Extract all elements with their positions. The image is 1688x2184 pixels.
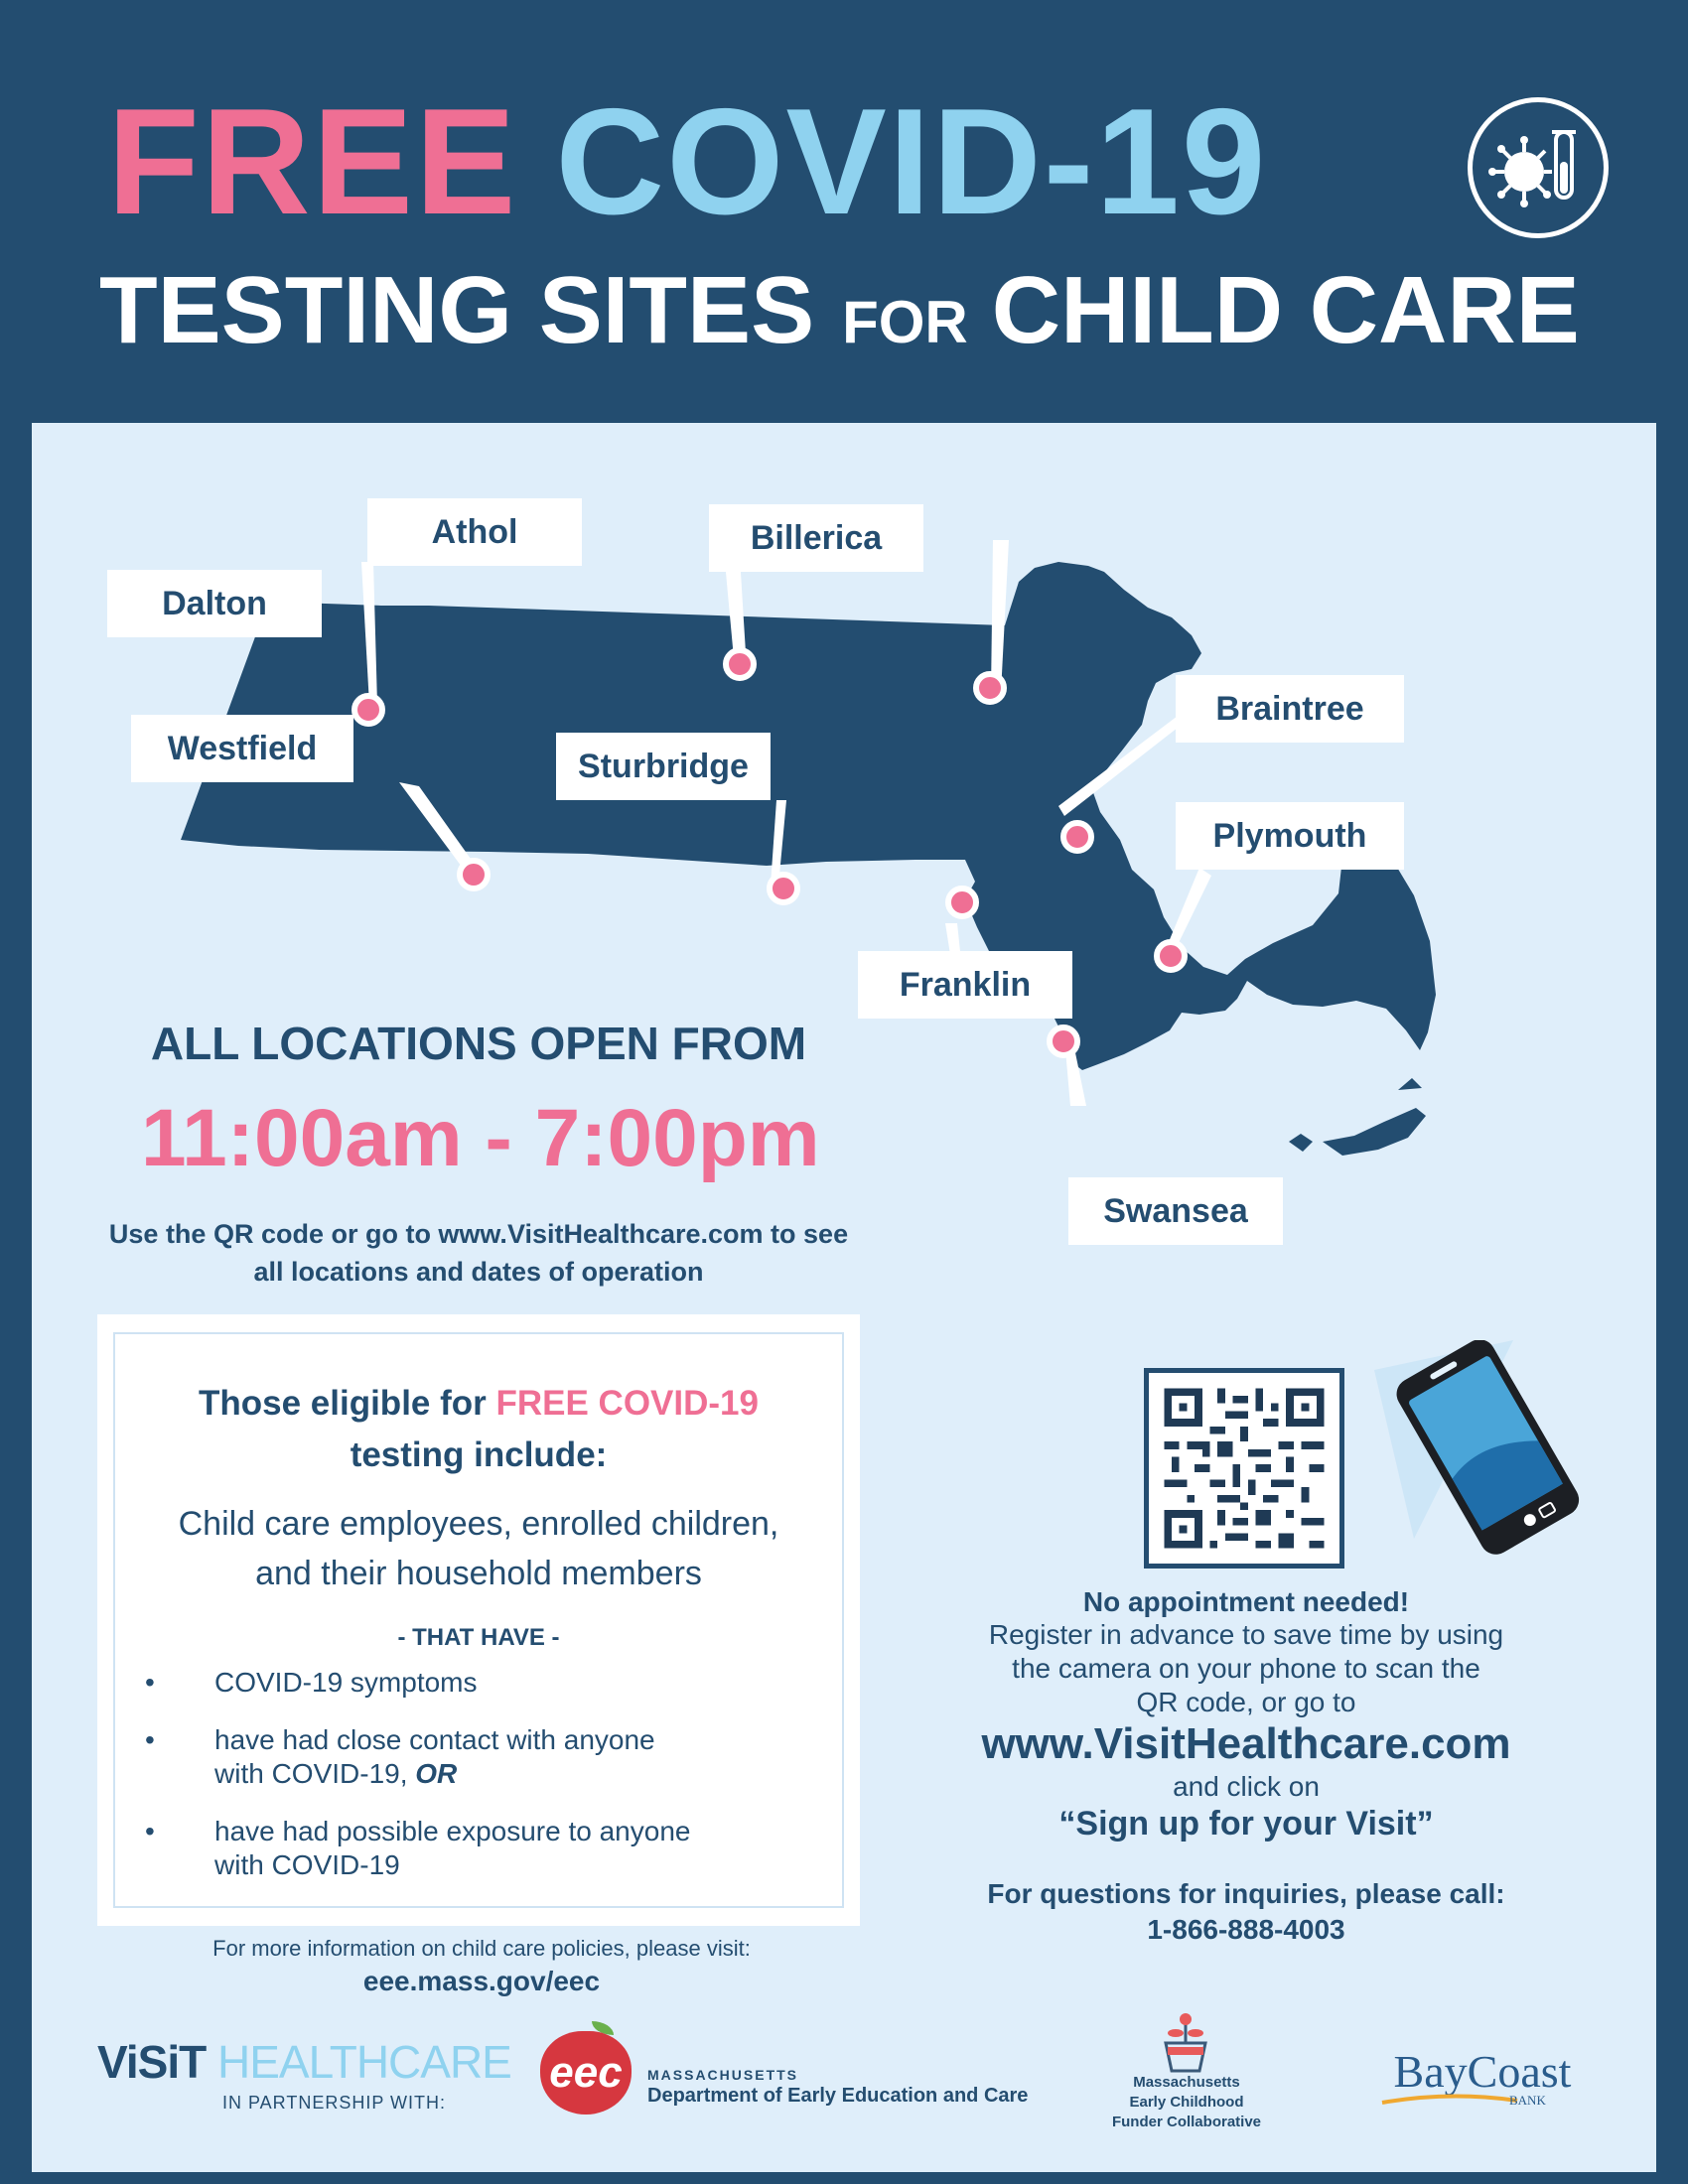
baycoast-bank-text: BANK <box>1509 2093 1546 2108</box>
location-label-swansea: Swansea <box>1068 1177 1283 1245</box>
bullet-dot: • <box>145 1667 155 1698</box>
eligibility-box <box>97 1314 860 1926</box>
eligibility-who <box>135 1499 822 1598</box>
signup-link-text: “Sign up for your Visit” <box>1058 1805 1434 1843</box>
eec-link[interactable]: eee.mass.gov/eec <box>362 1966 601 1996</box>
baycoast-logo: BayCoast <box>1393 2046 1572 2097</box>
location-pin-franklin[interactable] <box>945 886 979 919</box>
location-label-braintree: Braintree <box>1176 675 1404 743</box>
headline-line2 <box>99 256 1580 365</box>
location-label-sturbridge: Sturbridge <box>556 733 771 800</box>
smartphone-icon <box>1374 1340 1593 1559</box>
no-appointment-text: No appointment needed! <box>1082 1586 1410 1617</box>
location-label-billerica: Billerica <box>709 504 923 572</box>
eligibility-bullet-2 <box>145 1723 771 1791</box>
hours-time: 11:00am - 7:00pm <box>141 1093 820 1183</box>
eec-state-text: MASSACHUSETTS <box>647 2067 799 2083</box>
bullet-text <box>214 1815 771 1882</box>
eligibility-that-have: - THAT HAVE - <box>397 1624 560 1651</box>
location-pin-westfield[interactable] <box>457 858 491 891</box>
qr-code[interactable] <box>1144 1368 1344 1569</box>
register-line3: QR code, or go to <box>1136 1687 1356 1717</box>
bullet-3-line2: with COVID-19 <box>214 1849 400 1880</box>
flower-pot-icon <box>1156 2009 1215 2073</box>
location-pin-plymouth[interactable] <box>1154 939 1188 973</box>
headline-child-care: CHILD CARE <box>991 257 1580 363</box>
bullet-2-line2: with COVID-19, <box>214 1758 416 1789</box>
virus-test-tube-icon <box>1468 97 1609 238</box>
register-text <box>914 1618 1579 1719</box>
ecfc-text <box>1082 2073 1291 2132</box>
location-label-dalton: Dalton <box>107 570 322 637</box>
eligibility-bullet-1 <box>145 1666 771 1700</box>
headline-free: FREE <box>107 77 518 246</box>
headline-line1 <box>107 77 1268 246</box>
phone-number[interactable]: 1-866-888-4003 <box>1147 1914 1345 1945</box>
bullet-3-line1: have had possible exposure to anyone <box>214 1816 691 1846</box>
bullet-2-line1: have had close contact with anyone <box>214 1724 655 1755</box>
questions-text: For questions for inquiries, please call: <box>987 1878 1505 1909</box>
bullet-text <box>214 1723 771 1791</box>
register-line2: the camera on your phone to scan the <box>1012 1653 1480 1684</box>
location-label-plymouth: Plymouth <box>1176 802 1404 870</box>
ecfc-line1: Massachusetts <box>1133 2074 1240 2091</box>
visit-healthcare-link[interactable]: www.VisitHealthcare.com <box>981 1719 1511 1768</box>
location-label-franklin: Franklin <box>858 951 1072 1019</box>
eligibility-title <box>115 1378 842 1481</box>
location-pin-sturbridge[interactable] <box>767 872 800 905</box>
eligibility-title-highlight: FREE COVID-19 <box>495 1384 759 1423</box>
bullet-text: COVID-19 symptoms <box>214 1667 478 1698</box>
eligibility-title-prefix: Those eligible for <box>199 1384 496 1423</box>
eligibility-border <box>113 1332 844 1908</box>
eec-apple-logo: eec <box>540 2031 632 2115</box>
visit-healthcare-logo <box>97 2035 511 2089</box>
ecfc-line3: Funder Collaborative <box>1111 2114 1262 2130</box>
register-line1: Register in advance to save time by using <box>988 1619 1504 1650</box>
qr-info-text <box>91 1215 866 1291</box>
bullet-dot: • <box>145 1816 155 1846</box>
headline-testing-sites: TESTING SITES <box>99 257 815 363</box>
bullet-2-or: OR <box>415 1758 458 1789</box>
visit-logo-part1: ViSiT <box>97 2036 207 2088</box>
eligibility-bullet-3 <box>145 1815 771 1882</box>
headline-for: FOR <box>842 289 968 355</box>
location-label-westfield: Westfield <box>131 715 353 782</box>
hours-heading: ALL LOCATIONS OPEN FROM <box>150 1018 807 1069</box>
bullet-dot: • <box>145 1724 155 1755</box>
eligibility-who-line2: and their household members <box>255 1555 702 1592</box>
partnership-text: IN PARTNERSHIP WITH: <box>222 2093 447 2113</box>
location-pin-braintree[interactable] <box>1060 820 1094 854</box>
visit-logo-part2: HEALTHCARE <box>206 2036 511 2088</box>
more-info-text: For more information on child care policies, please visit: <box>212 1936 751 1961</box>
qr-info-line1: Use the QR code or go to www.VisitHealthcare.com to see <box>108 1219 849 1249</box>
ecfc-line2: Early Childhood <box>1129 2094 1244 2111</box>
location-label-athol: Athol <box>367 498 582 566</box>
eligibility-who-line1: Child care employees, enrolled children, <box>178 1505 779 1543</box>
click-on-text: and click on <box>1173 1771 1320 1802</box>
headline-covid: COVID-19 <box>555 77 1268 246</box>
eec-department-text: Department of Early Education and Care <box>647 2085 1029 2107</box>
location-pin-billerica[interactable] <box>973 671 1007 705</box>
qr-info-line2: all locations and dates of operation <box>253 1257 704 1287</box>
location-pin-athol[interactable] <box>723 647 757 681</box>
eligibility-title-suffix: testing include: <box>350 1435 608 1474</box>
location-pin-dalton[interactable] <box>352 693 385 727</box>
location-pin-swansea[interactable] <box>1047 1024 1080 1058</box>
baycoast-swoosh-icon <box>1380 2093 1519 2107</box>
